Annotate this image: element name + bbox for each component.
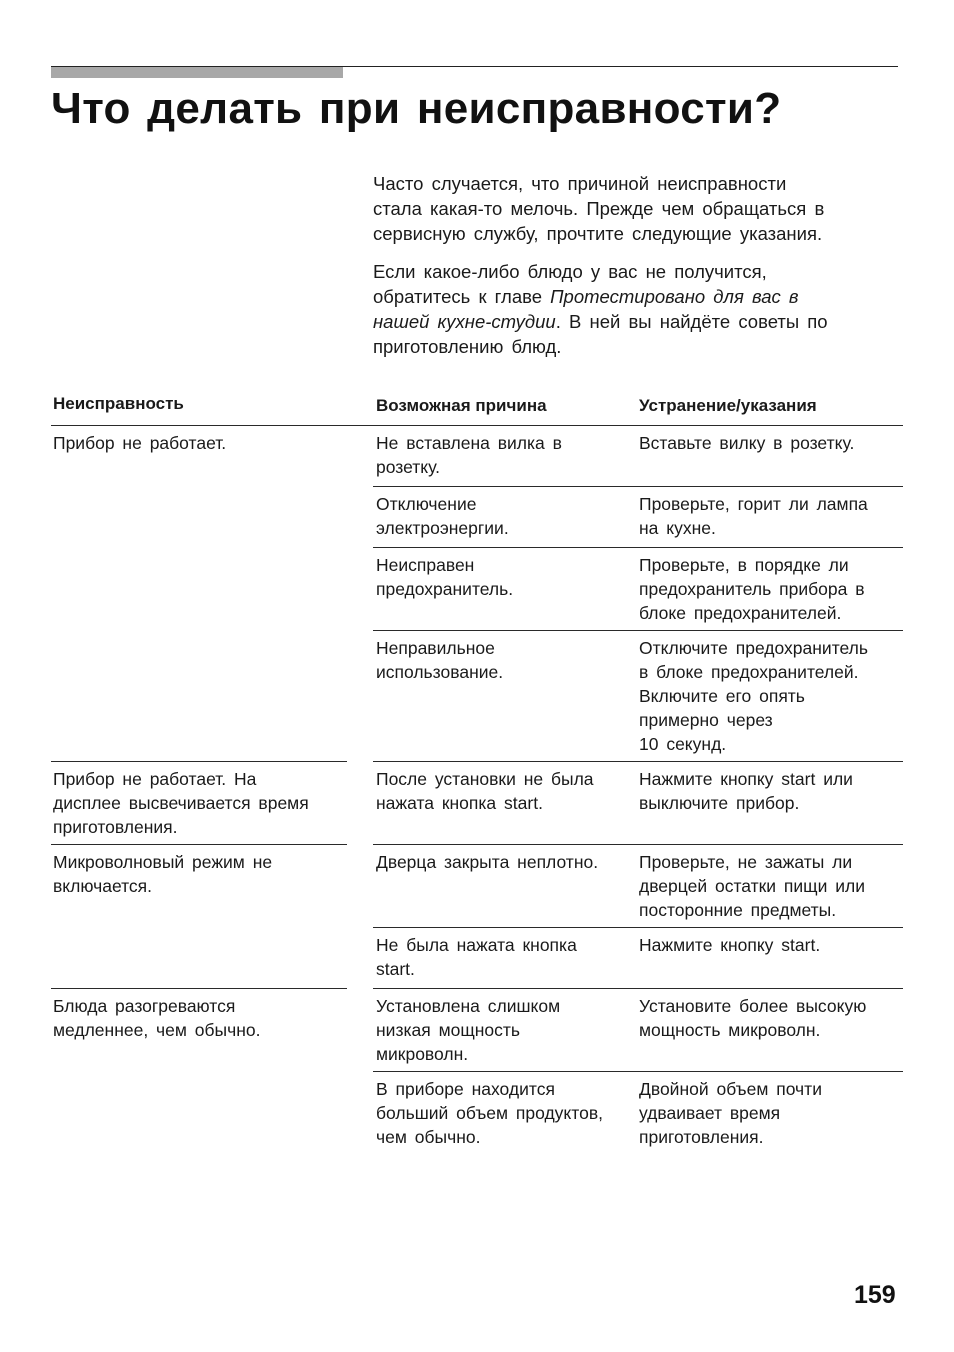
cause-row-rule — [373, 1071, 903, 1072]
cause-cell — [376, 553, 513, 601]
remedy-cell — [639, 933, 820, 957]
cell-line: удваивает время — [639, 1103, 781, 1123]
column-header-fault: Неисправность — [53, 394, 184, 413]
cell-line: Отключение — [376, 494, 477, 514]
cause-cell — [376, 492, 509, 540]
chapter-reference: нашей кухне-студии — [373, 311, 556, 332]
cell-line: Прибор не работает. На — [53, 769, 257, 789]
cell-line: чем обычно. — [376, 1127, 481, 1147]
cause-cell — [376, 767, 594, 815]
cell-line: примерно через — [639, 710, 773, 730]
cause-row-rule — [373, 761, 903, 762]
fault-cell — [53, 431, 226, 455]
cause-row-rule — [373, 630, 903, 631]
cell-line: Вставьте вилку в розетку. — [639, 433, 855, 453]
cell-line: Отключите предохранитель — [639, 638, 868, 658]
remedy-cell — [639, 492, 868, 540]
cell-line: Включите его опять — [639, 686, 805, 706]
cause-cell — [376, 636, 503, 684]
intro-line — [373, 284, 903, 309]
intro-paragraph-1 — [373, 171, 903, 246]
cell-line: Проверьте, не зажаты ли — [639, 852, 853, 872]
cell-line: в блоке предохранителей. — [639, 662, 859, 682]
cell-line: приготовления. — [53, 817, 178, 837]
cell-line: Прибор не работает. — [53, 433, 227, 453]
remedy-cell — [639, 1077, 822, 1149]
cell-line: низкая мощность — [376, 1020, 521, 1040]
cell-line: Блюда разогреваются — [53, 996, 236, 1016]
cell-line: Не вставлена вилка в — [376, 433, 562, 453]
cell-line: дисплее высвечивается время — [53, 793, 309, 813]
cell-line: Неисправен — [376, 555, 475, 575]
page-number: 159 — [854, 1281, 896, 1309]
cell-line: Неправильное — [376, 638, 495, 658]
cell-line: использование. — [376, 662, 504, 682]
intro-text — [373, 171, 903, 372]
cell-line: включается. — [53, 876, 153, 896]
cell-line: микроволн. — [376, 1044, 469, 1064]
cell-line: Нажмите кнопку start или — [639, 769, 853, 789]
intro-paragraph-2 — [373, 259, 903, 359]
chapter-reference: Протестировано для вас в — [550, 286, 799, 307]
cell-line: Проверьте, в порядке ли — [639, 555, 849, 575]
fault-row-rule — [51, 988, 347, 989]
fault-cell — [53, 767, 309, 839]
cell-line: приготовления. — [639, 1127, 764, 1147]
cause-row-rule — [373, 927, 903, 928]
cause-row-rule — [373, 844, 903, 845]
fault-cell — [53, 994, 261, 1042]
fault-row-rule — [51, 844, 347, 845]
cell-line: дверцей остатки пищи или — [639, 876, 865, 896]
cell-line: на кухне. — [639, 518, 716, 538]
cell-line: Проверьте, горит ли лампа — [639, 494, 868, 514]
cell-line: посторонние предметы. — [639, 900, 837, 920]
cause-cell — [376, 933, 577, 981]
remedy-cell — [639, 636, 868, 756]
intro-text-run: . В ней вы найдёте советы по — [555, 311, 828, 332]
intro-line: приготовлению блюд. — [373, 336, 562, 357]
cell-line: Нажмите кнопку start. — [639, 935, 821, 955]
cell-line: мощность микроволн. — [639, 1020, 821, 1040]
remedy-cell — [639, 431, 854, 455]
cell-line: розетку. — [376, 457, 440, 477]
intro-line: Если какое-либо блюдо у вас не получится, — [373, 261, 767, 282]
cell-line: start. — [376, 959, 415, 979]
cell-line: 10 секунд. — [639, 734, 727, 754]
table-header-rule — [51, 425, 903, 426]
cause-row-rule — [373, 486, 903, 487]
remedy-cell — [639, 767, 853, 815]
cell-line: После установки не была — [376, 769, 594, 789]
intro-line: сервисную службу, прочтите следующие указания. — [373, 223, 823, 244]
cell-line: предохранитель. — [376, 579, 514, 599]
cell-line: выключите прибор. — [639, 793, 800, 813]
cell-line: Установлена слишком — [376, 996, 561, 1016]
column-header-cause: Возможная причина — [376, 396, 547, 415]
column-header-remedy: Устранение/указания — [639, 396, 817, 415]
cell-line: Двойной объем почти — [639, 1079, 822, 1099]
cell-line: блоке предохранителей. — [639, 603, 842, 623]
intro-text-run: обратитесь к главе — [373, 286, 551, 307]
cell-line: медленнее, чем обычно. — [53, 1020, 261, 1040]
cause-row-rule — [373, 547, 903, 548]
remedy-cell — [639, 850, 865, 922]
cause-cell — [376, 850, 598, 874]
cell-line: Дверца закрыта неплотно. — [376, 852, 599, 872]
cell-line: Установите более высокую — [639, 996, 867, 1016]
intro-line: стала какая-то мелочь. Прежде чем обращаться в — [373, 198, 825, 219]
intro-line — [373, 309, 903, 334]
cause-cell — [376, 1077, 603, 1149]
cell-line: нажата кнопка start. — [376, 793, 543, 813]
page-title: Что делать при неисправности? — [51, 84, 782, 133]
cell-line: Не была нажата кнопка — [376, 935, 577, 955]
fault-cell — [53, 850, 272, 898]
intro-line: Часто случается, что причиной неисправности — [373, 173, 787, 194]
remedy-cell — [639, 553, 865, 625]
cell-line: предохранитель прибора в — [639, 579, 865, 599]
fault-row-rule — [51, 761, 347, 762]
remedy-cell — [639, 994, 866, 1042]
header-accent-bar — [51, 67, 343, 78]
cause-row-rule — [373, 988, 903, 989]
cell-line: В приборе находится — [376, 1079, 555, 1099]
cell-line: больший объем продуктов, — [376, 1103, 603, 1123]
cell-line: Микроволновый режим не — [53, 852, 273, 872]
cause-cell — [376, 994, 560, 1066]
cell-line: электроэнергии. — [376, 518, 509, 538]
cause-cell — [376, 431, 562, 479]
